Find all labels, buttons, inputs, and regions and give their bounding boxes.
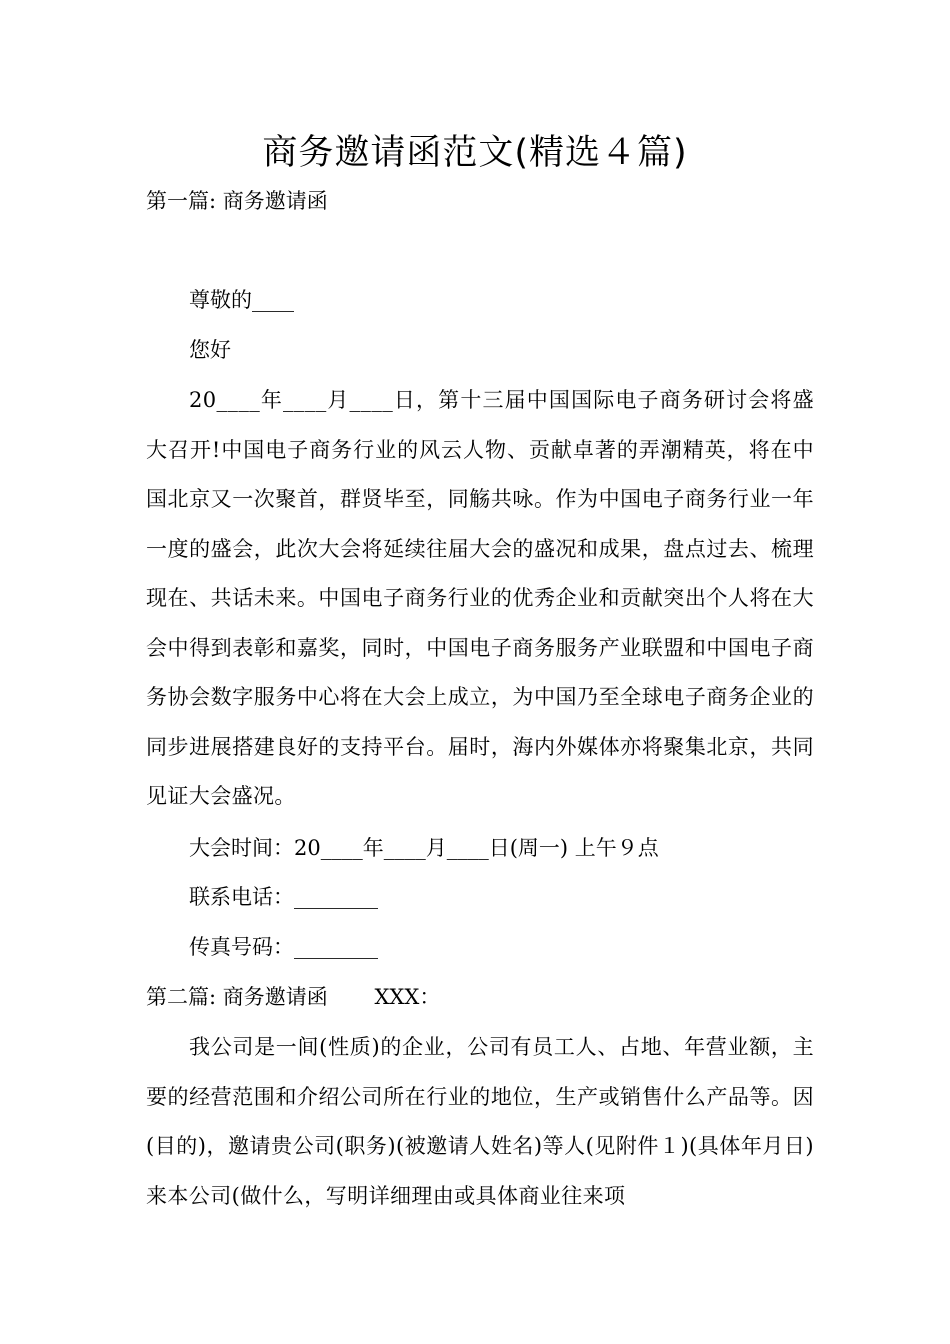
salutation: 尊敬的____ xyxy=(189,288,294,312)
greeting: 您好 xyxy=(189,338,231,362)
meeting-time: 大会时间：20____年____月____日(周一) 上午９点 xyxy=(189,836,659,860)
contact-phone: 联系电话：________ xyxy=(189,885,378,909)
section-1-heading: 第一篇: 商务邀请函 xyxy=(146,189,328,213)
section-2-body-paragraph: 我公司是一间(性质)的企业，公司有员工人、占地、年营业额，主要的经营范围和介绍公司所在行业的地位，生产或销售什么产品等。因(目的)，邀请贵公司(职务)(被邀请人姓名)等人(见附件１)(具体年月日)来本公司(做什么，写明详细理由或具体商业往来项 xyxy=(146,1035,814,1208)
document-title: 商务邀请函范文(精选４篇) xyxy=(262,133,688,173)
section-2-heading: 第二篇: 商务邀请函 XXX： xyxy=(146,985,441,1009)
fax-number: 传真号码：________ xyxy=(189,935,378,959)
section-1-body-paragraph: 20____年____月____日，第十三届中国国际电子商务研讨会将盛大召开!中国电子商务行业的风云人物、贡献卓著的弄潮精英，将在中国北京又一次聚首，群贤毕至，同觞共咏。作为中国电子商务行业一年一度的盛会，此次大会将延续往届大会的盛况和成果，盘点过去、梳理现在、共话未来。中国电子商务行业的优秀企业和贡献突出个人将在大会中得到表彰和嘉奖，同时，中国电子商务服务产业联盟和中国电子商务协会数字服务中心将在大会上成立，为中国乃至全球电子商务企业的同步进展搭建良好的支持平台。届时，海内外媒体亦将聚集北京，共同见证大会盛况。 xyxy=(146,388,814,808)
